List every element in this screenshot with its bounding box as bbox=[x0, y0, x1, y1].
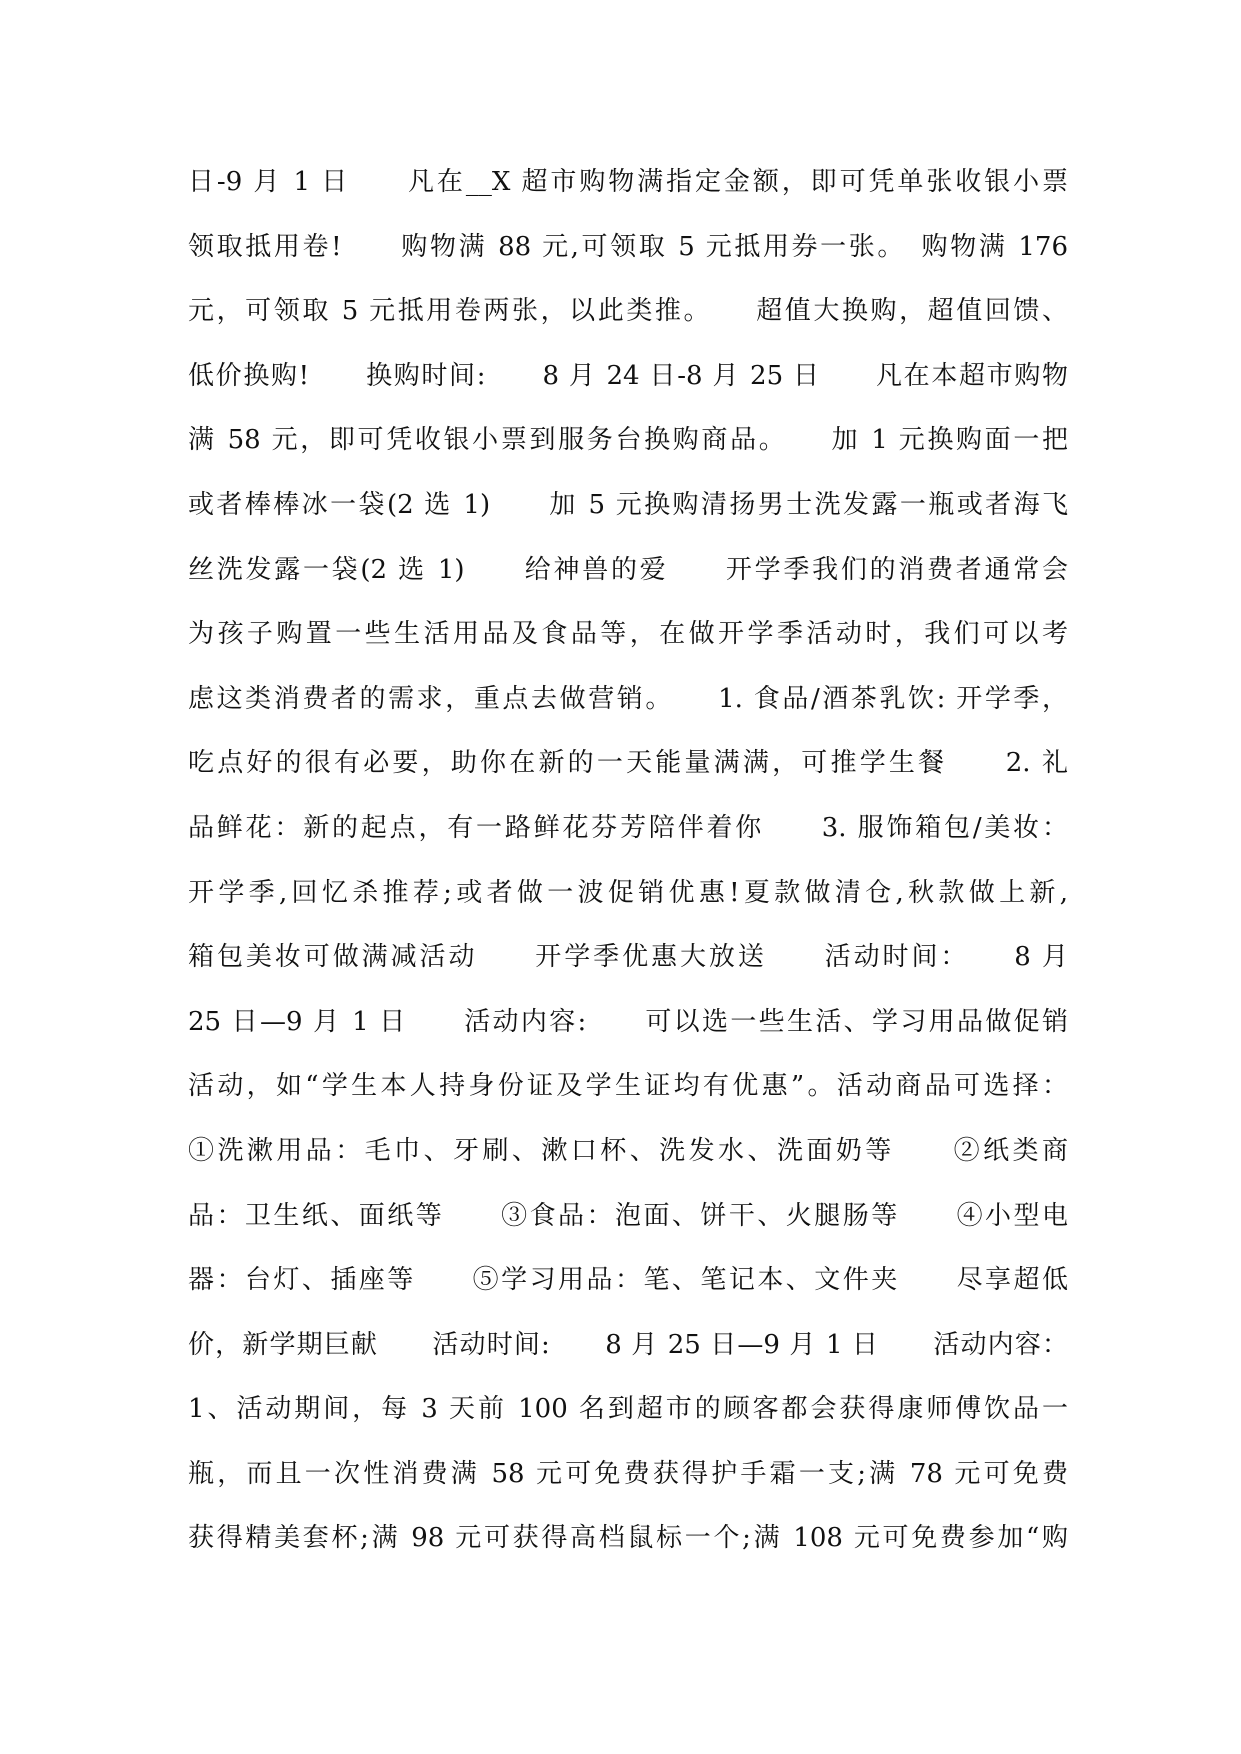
text-line: 开学季,回忆杀推荐;或者做一波促销优惠!夏款做清仓,秋款做上新, bbox=[188, 877, 1068, 908]
text-line: 领取抵用卷! 购物满 88 元,可领取 5 元抵用券一张。 购物满 176 bbox=[188, 231, 1068, 262]
text-line: 或者棒棒冰一袋(2 选 1) 加 5 元换购清扬男士洗发露一瓶或者海飞 bbox=[188, 489, 1068, 520]
text-line: 满 58 元，即可凭收银小票到服务台换购商品。 加 1 元换购面一把 bbox=[188, 425, 1068, 456]
text-line: 箱包美妆可做满减活动 开学季优惠大放送 活动时间： 8 月 bbox=[188, 942, 1068, 973]
text-line: 1、活动期间，每 3 天前 100 名到超市的顾客都会获得康师傅饮品一 bbox=[188, 1394, 1068, 1425]
text-line: 为孩子购置一些生活用品及食品等，在做开学季活动时，我们可以考 bbox=[188, 619, 1068, 650]
text-line: 品鲜花：新的起点，有一路鲜花芬芳陪伴着你 3. 服饰箱包/美妆： bbox=[188, 812, 1068, 843]
text-line: 瓶，而且一次性消费满 58 元可免费获得护手霜一支;满 78 元可免费 bbox=[188, 1458, 1068, 1489]
text-line: 器：台灯、插座等 ⑤学习用品：笔、笔记本、文件夹 尽享超低 bbox=[188, 1265, 1068, 1296]
text-line: 元，可领取 5 元抵用卷两张，以此类推。 超值大换购，超值回馈、 bbox=[188, 296, 1068, 327]
text-line: ①洗漱用品：毛巾、牙刷、漱口杯、洗发水、洗面奶等 ②纸类商 bbox=[188, 1135, 1068, 1166]
text-line: 虑这类消费者的需求，重点去做营销。 1. 食品/酒茶乳饮: 开学季， bbox=[188, 683, 1068, 714]
text-line: 日-9 月 1 日 凡在__X 超市购物满指定金额，即可凭单张收银小票 bbox=[188, 167, 1068, 197]
text-line: 丝洗发露一袋(2 选 1) 给神兽的爱 开学季我们的消费者通常会 bbox=[188, 554, 1068, 585]
text-line: 品：卫生纸、面纸等 ③食品：泡面、饼干、火腿肠等 ④小型电 bbox=[188, 1200, 1068, 1231]
text-line: 低价换购! 换购时间: 8 月 24 日-8 月 25 日 凡在本超市购物 bbox=[188, 360, 1068, 391]
text-line: 25 日—9 月 1 日 活动内容: 可以选一些生活、学习用品做促销 bbox=[188, 1006, 1068, 1037]
text-line: 活动，如“学生本人持身份证及学生证均有优惠”。活动商品可选择： bbox=[188, 1071, 1068, 1102]
text-line: 吃点好的很有必要，助你在新的一天能量满满，可推学生餐 2. 礼 bbox=[188, 748, 1068, 779]
body-text bbox=[188, 150, 1068, 1571]
text-line: 价，新学期巨献 活动时间: 8 月 25 日—9 月 1 日 活动内容： bbox=[188, 1329, 1068, 1360]
text-line: 获得精美套杯;满 98 元可获得高档鼠标一个;满 108 元可免费参加“购 bbox=[188, 1523, 1068, 1554]
